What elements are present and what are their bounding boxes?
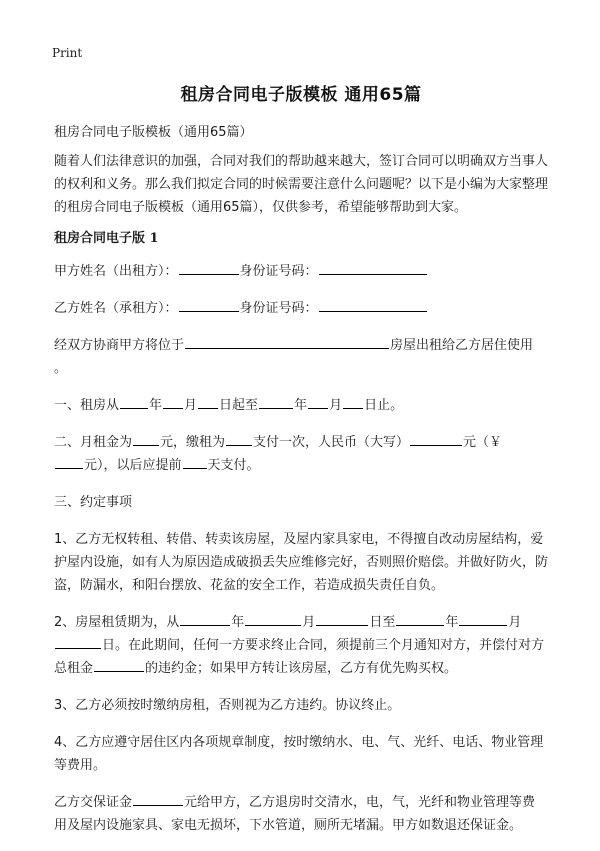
clause-4: 4、乙方应遵守居住区内各项规章制度，按时缴纳水、电、气、光纤、电话、物业管理等费用。 xyxy=(54,735,544,773)
deposit-amount-blank xyxy=(133,791,183,806)
clause2-m2: 月 xyxy=(508,615,522,630)
agreement-suffix: 房屋出租给乙方居住使用 xyxy=(390,338,534,353)
rent-close: 元），以后应提前 xyxy=(84,458,182,473)
clause2-y2: 年 xyxy=(445,615,459,630)
clause2-d2-blank xyxy=(55,634,101,649)
rent-line xyxy=(54,431,548,477)
clause2-m1: 月 xyxy=(302,615,316,630)
rent-amount-blank xyxy=(133,431,159,446)
clause2-y2-blank xyxy=(396,611,444,626)
term-month1-blank xyxy=(163,394,183,409)
term-day2: 日止。 xyxy=(364,398,404,413)
document-title: 租房合同电子版模板 通用65篇 xyxy=(180,85,422,105)
party-a-id-label: 身份证号码： xyxy=(239,264,318,279)
party-b-line xyxy=(54,297,548,320)
term-day2-blank xyxy=(343,394,363,409)
rent-pay: 支付一次，人民币（大写） xyxy=(253,435,410,450)
party-b-name-blank xyxy=(179,297,239,312)
document-subtitle: 租房合同电子版模板（通用65篇） xyxy=(54,125,253,140)
rent-yuan: 元（￥ xyxy=(463,435,503,450)
term-year2: 年 xyxy=(294,398,308,413)
party-b-id-label: 身份证号码： xyxy=(239,301,318,316)
term-month2-blank xyxy=(308,394,328,409)
term-year1-blank xyxy=(120,394,148,409)
clause-1: 1、乙方无权转租、转借、转卖该房屋，及屋内家具家电，不得擅自改动房屋结构，爱护屋内设施，如有人为原因造成破损丢失应维修完好，否则照价赔偿。并做好防火，防盗，防漏水，和阳台摆放、花盆的安全工作，若造成损失责任自负。 xyxy=(54,532,549,593)
clause2-penalty-blank xyxy=(94,657,144,672)
document-body xyxy=(54,80,548,851)
rent-figure-blank xyxy=(55,454,83,469)
term-year2-blank xyxy=(259,394,293,409)
party-a-id-blank xyxy=(319,260,427,275)
party-a-line xyxy=(54,260,548,283)
term-day1-blank xyxy=(198,394,218,409)
deposit-prefix: 乙方交保证金 xyxy=(54,795,133,810)
term-month2: 月 xyxy=(329,398,343,413)
term-year1: 年 xyxy=(149,398,163,413)
rent-unit: 元，缴租为 xyxy=(160,435,226,450)
term-day1: 日起至 xyxy=(219,398,259,413)
party-b-label: 乙方姓名（承租方）： xyxy=(54,301,178,316)
rent-days: 天支付。 xyxy=(207,458,260,473)
clause2-m2-blank xyxy=(459,611,507,626)
rent-words-blank xyxy=(410,431,462,446)
clause2-end: 的违约金；如果甲方转让该房屋，乙方有优先购买权。 xyxy=(145,661,458,676)
rent-period-blank xyxy=(226,431,252,446)
clause2-prefix: 2、房屋租赁期为，从 xyxy=(54,615,180,630)
agreement-end: 。 xyxy=(54,361,68,376)
clause-3: 3、乙方必须按时缴纳房租，否则视为乙方违约。协议终止。 xyxy=(54,698,401,713)
party-a-name-blank xyxy=(179,260,239,275)
clause2-y1-blank xyxy=(180,611,230,626)
rent-days-blank xyxy=(183,454,207,469)
clause2-d1: 日至 xyxy=(369,615,396,630)
party-b-id-blank xyxy=(319,297,427,312)
term-line xyxy=(54,394,548,417)
clause2-mid: 日。在此期间，任何一方要求终止合同，须提前三个月通知对方，并偿付对方总租金 xyxy=(54,638,545,676)
term-prefix: 一、租房从 xyxy=(54,398,120,413)
agreement-prefix: 经双方协商甲方将位于 xyxy=(54,338,185,353)
rent-prefix: 二、月租金为 xyxy=(54,435,133,450)
deposit-paragraph xyxy=(54,791,548,837)
clause2-m1-blank xyxy=(245,611,301,626)
agreement-line xyxy=(54,334,548,380)
clause-2 xyxy=(54,611,548,680)
section-title: 租房合同电子版 1 xyxy=(54,231,159,246)
term-month1: 月 xyxy=(184,398,198,413)
deposit-rest: 元给甲方，乙方退房时交清水，电，气，光纤和物业管理等费用及屋内设施家具、家电无损坏，下水管道，厕所无堵漏。甲方如数退还保证金。 xyxy=(54,795,536,833)
address-blank xyxy=(185,334,389,349)
clause2-d1-blank xyxy=(316,611,368,626)
party-a-label: 甲方姓名（出租方）： xyxy=(54,264,178,279)
intro-paragraph: 随着人们法律意识的加强，合同对我们的帮助越来越大，签订合同可以明确双方当事人的权利和义务。那么我们拟定合同的时候需要注意什么问题呢？以下是小编为大家整理的租房合同电子版模板（通用65篇），仅供参考，希望能够帮助到大家。 xyxy=(54,154,549,215)
print-link[interactable]: Print xyxy=(52,46,83,60)
clause2-y1: 年 xyxy=(231,615,245,630)
terms-heading: 三、约定事项 xyxy=(54,495,133,510)
